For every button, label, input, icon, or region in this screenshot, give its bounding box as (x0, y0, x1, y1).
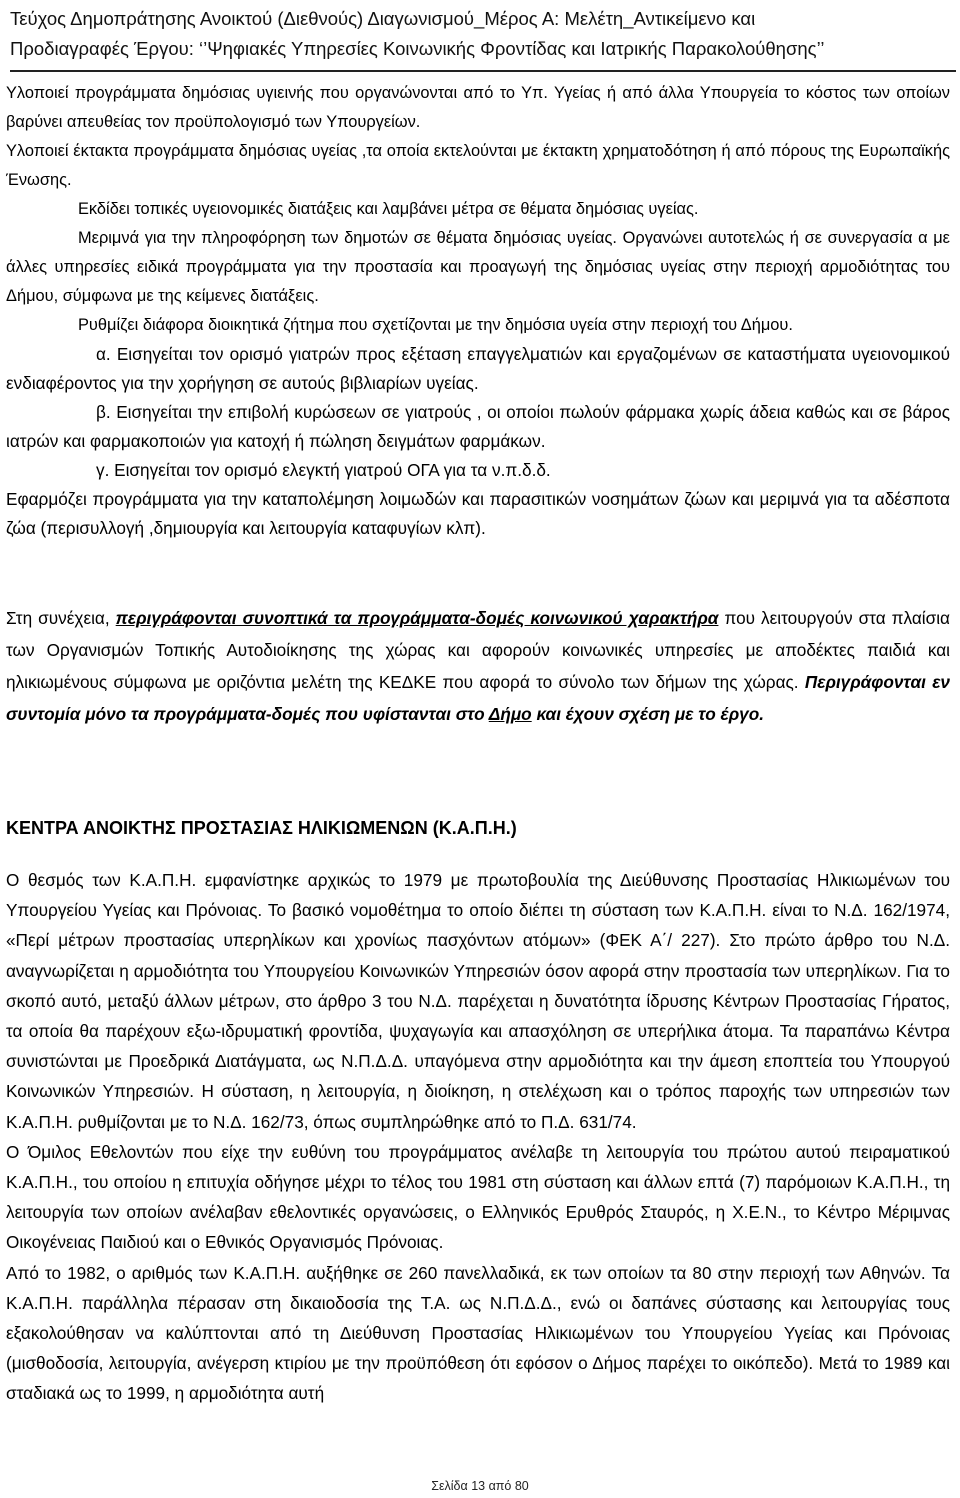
paragraph: Ο θεσμός των Κ.Α.Π.Η. εμφανίστηκε αρχικώς το 1979 με πρωτοβουλία της Διεύθυνσης Προστασίας Ηλικιωμένων του Υπουργείου Υγείας και Πρόνοιας. Το βασικό νομοθέτημα το οποίο διέπει τη σύσταση των Κ.Α.Π.Η. είναι το Ν.Δ. 162/1974, «Περί μέτρων προστασίας υπερηλίκων και χρονίως πασχόντων ατόμων» (ΦΕΚ Α΄/ 227). Στο πρώτο άρθρο του Ν.Δ. αναγνωρίζεται η αρμοδιότητα του Υπουργείου Κοινωνικών Υπηρεσιών όσον αφορά στην προστασία των υπερηλίκων. Για το σκοπό αυτό, μεταξύ άλλων μέτρων, στο άρθρο 3 του Ν.Δ. παρέχεται η δυνατότητα ίδρυσης Κέντρων Προστασίας Γήρατος, τα οποία θα παρέχουν εξω-ιδρυματική φροντίδα, ψυχαγωγία και απασχόληση σε υπερήλικα άτομα. Τα παραπάνω Κέντρα συνιστώνται με Προεδρικά Διατάγματα, ως Ν.Π.Δ.Δ. υπαγόμενα στην αρμοδιότητα και την άμεση εποπτεία του Υπουργού Κοινωνικών Υπηρεσιών. Η σύσταση, η λειτουργία, η διοίκηση, η στελέχωση και ο τρόπος παροχής των υπηρεσιών των Κ.Α.Π.Η. ρυθμίζονται με το Ν.Δ. 162/73, όπως συμπληρώθηκε από το Π.Δ. 631/74. (6, 870, 950, 1132)
list-item: γ. Εισηγείται τον ορισμό ελεγκτή γιατρού ΟΓΑ για τα ν.π.δ.δ. (96, 460, 551, 480)
document-header (10, 4, 950, 72)
header-line-2: Προδιαγραφές Έργου: ‘’Ψηφιακές Υπηρεσίες Κοινωνικής Φροντίδας και Ιατρικής Παρακολούθησης’’ (10, 38, 825, 59)
section-heading: ΚΕΝΤΡΑ ΑΝΟΙΚΤΗΣ ΠΡΟΣΤΑΣΙΑΣ ΗΛΙΚΙΩΜΕΝΩΝ (Κ.Α.Π.Η.) (6, 818, 517, 838)
paragraph: Υλοποιεί προγράμματα δημόσιας υγιεινής που οργανώνονται από το Υπ. Υγείας ή από άλλα Υπουργεία το κόστος των οποίων βαρύνει απευθείας τον προϋπολογισμό των Υπουργείων. (6, 84, 950, 131)
paragraph: Από το 1982, ο αριθμός των Κ.Α.Π.Η. αυξήθηκε σε 260 πανελλαδικά, εκ των οποίων τα 80 στην περιοχή των Αθηνών. Τα Κ.Α.Π.Η. παράλληλα πέρασαν στη δικαιοδοσία της Τ.Α. ως Ν.Π.Δ.Δ., ενώ οι δαπάνες σύστασης και λειτουργίας τους εξακολούθησαν να καλύπτονται από τη Διεύθυνση Προστασίας Ηλικιωμένων του Υπουργείου Υγείας και Πρόνοιας (μισθοδοσία, λειτουργία, ανέγερση κτιρίου με την προϋπόθεση ότι εφόσον ο Δήμος παρέχει το οικόπεδο). Μετά το 1989 και σταδιακά ως το 1999, η αρμοδιότητα αυτή (6, 1262, 950, 1404)
intro-emphasis: περιγράφονται συνοπτικά τα προγράμματα-δομές κοινωνικού χαρακτήρα (115, 608, 719, 628)
header-divider (10, 70, 956, 72)
intro-emphasis: και έχουν σχέση με το έργο. (531, 704, 765, 724)
list-item: α. Εισηγείται τον ορισμό γιατρών προς εξέταση επαγγελματιών και εργαζομένων σε καταστήματα υγειονομικού ενδιαφέροντος για την χορήγηση σε αυτούς βιβλιαρίων υγείας. (6, 344, 950, 393)
paragraph: Μεριμνά για την πληροφόρηση των δημοτών σε θέματα δημόσιας υγείας. Οργανώνει αυτοτελώς ή σε συνεργασία α με άλλες υπηρεσίες ειδικά προγράμματα για την προστασία και προαγωγή της δημόσιας υγείας στην περιοχή αρμοδιότητας του Δήμου, σύμφωνα με της κείμενες διατάξεις. (6, 229, 950, 305)
intro-text: που λειτουργούν στα πλαίσια των Οργανισμών Τοπικής Αυτοδιοίκησης της χώρας και αφορούν κοινωνικές υπηρεσίες με αποδέκτες παιδιά και ηλικιωμένους σύμφωνα με οριζόντια μελέτη της ΚΕΔΚΕ που αφορά το σύνολο των δήμων της χώρας. (6, 608, 950, 692)
intro-text: Στη συνέχεια, (6, 608, 116, 628)
paragraph: Ρυθμίζει διάφορα διοικητικά ζήτημα που σχετίζονται με την δημόσια υγεία στην περιοχή του Δήμου. (78, 316, 793, 334)
paragraph: Εκδίδει τοπικές υγειονομικές διατάξεις και λαμβάνει μέτρα σε θέματα δημόσιας υγείας. (78, 200, 699, 218)
page-number: Σελίδα 13 από 80 (431, 1479, 529, 1493)
paragraph: Ο Όμιλος Εθελοντών που είχε την ευθύνη του προγράμματος ανέλαβε τη λειτουργία του πρώτου αυτού πειραματικού Κ.Α.Π.Η., του οποίου η επιτυχία οδήγησε μέχρι το τέλος του 1981 στη σύσταση και άλλων επτά (7) παρόμοιων Κ.Α.Π.Η., τη λειτουργία των οποίων ανέλαβαν εθελοντικές οργανώσεις, ο Ελληνικός Ερυθρός Σταυρός, η Χ.Ε.Ν., το Κέντρο Μέριμνας Οικογένειας Παιδιού και ο Εθνικός Οργανισμός Πρόνοιας. (6, 1141, 950, 1253)
paragraph: Εφαρμόζει προγράμματα για την καταπολέμηση λοιμωδών και παρασιτικών νοσημάτων ζώων και μεριμνά για τα αδέσποτα ζώα (περισυλλογή ,δημιουργία και λειτουργία καταφυγίων κλπ). (6, 489, 950, 538)
list-item: β. Εισηγείται την επιβολή κυρώσεων σε γιατρούς , οι οποίοι πωλούν φάρμακα χωρίς άδεια καθώς και σε βάρος ιατρών και φαρμακοποιών για κατοχή ή πώληση δειγμάτων φαρμάκων. (6, 402, 950, 451)
kapi-section (6, 813, 950, 1409)
intro-emphasis: Περιγράφονται εν συντομία μόνο τα προγράμματα-δομές που υφίστανται στο (6, 672, 950, 724)
header-line-1: Τεύχος Δημοπράτησης Ανοικτού (Διεθνούς) Διαγωνισμού_Μέρος Α: Μελέτη_Αντικείμενο και (10, 8, 756, 29)
health-duties-section (6, 79, 950, 543)
intro-emphasis: Δήμο (488, 704, 532, 724)
paragraph: Υλοποιεί έκτακτα προγράμματα δημόσιας υγείας ,τα οποία εκτελούνται με έκτακτη χρηματοδότηση ή από πόρους της Ευρωπαϊκής Ένωσης. (6, 142, 950, 189)
intro-paragraph (6, 602, 950, 730)
